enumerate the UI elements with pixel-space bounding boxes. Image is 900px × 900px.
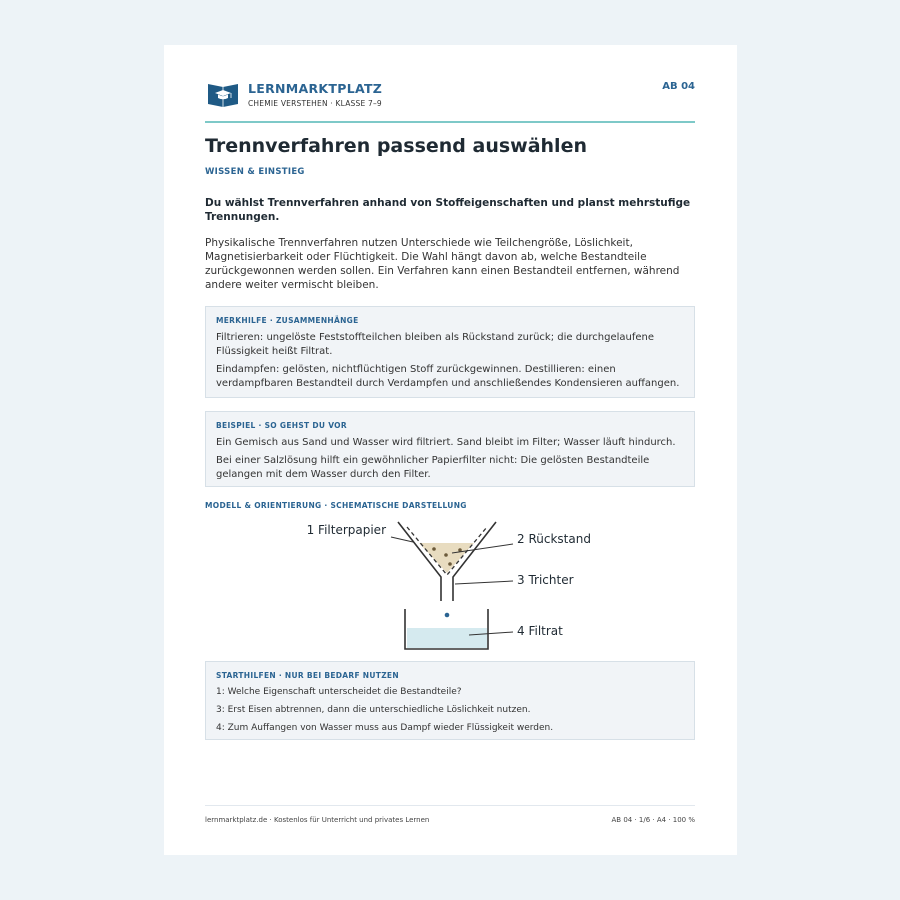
merkhilfe-title: MERKHILFE · ZUSAMMENHÄNGE (216, 316, 359, 325)
residue-particle (448, 562, 452, 566)
filtrate-drop (445, 613, 450, 618)
residue-particle (432, 547, 436, 551)
filtrate-liquid (407, 628, 487, 648)
beispiel-box (205, 411, 695, 487)
footer-site-info: lernmarktplatz.de · Kostenlos für Unterricht und privates Lernen (205, 816, 430, 824)
filtration-diagram (164, 515, 737, 655)
section-kicker: WISSEN & EINSTIEG (205, 167, 305, 177)
starthilfe-item: 1: Welche Eigenschaft unterscheidet die Bestandteile? (216, 687, 462, 697)
merkhilfe-paragraph: Eindampfen: gelösten, nichtflüchtigen Stoff zurückgewinnen. Destillieren: einen verdampfbaren Bestandteil durch Verdampfen und anschließendes Kondensieren auffangen. (216, 364, 680, 389)
brand-subtitle: CHEMIE VERSTEHEN · KLASSE 7–9 (248, 99, 382, 108)
footer-page-info: AB 04 · 1/6 · A4 · 100 % (611, 816, 695, 824)
page-title: Trennverfahren passend auswählen (205, 135, 587, 157)
lead-text: Du wählst Trennverfahren anhand von Stoffeigenschaften und planst mehrstufige Trennungen. (205, 197, 691, 223)
beispiel-paragraph: Bei einer Salzlösung hilft ein gewöhnlicher Papierfilter nicht: Die gelösten Bestandteile gelangen mit dem Wasser durch den Filter. (216, 455, 650, 480)
brand-name: LERNMARKTPLATZ (248, 81, 383, 96)
beispiel-paragraph: Ein Gemisch aus Sand und Wasser wird filtriert. Sand bleibt im Filter; Wasser läuft hindurch. (216, 437, 676, 448)
residue-area (419, 543, 474, 573)
leader-line (455, 581, 513, 584)
label-filterpapier: 1 Filterpapier (306, 523, 386, 537)
header-divider (205, 121, 695, 123)
starthilfen-box (205, 661, 695, 740)
residue-particle (444, 553, 448, 557)
starthilfe-item: 4: Zum Auffangen von Wasser muss aus Dampf wieder Flüssigkeit werden. (216, 723, 554, 733)
worksheet-page (164, 45, 737, 855)
merkhilfe-paragraph: Filtrieren: ungelöste Feststoffteilchen bleiben als Rückstand zurück; die durchgelaufene Flüssigkeit heißt Filtrat. (216, 332, 655, 357)
footer-divider (205, 805, 695, 806)
sheet-header (205, 81, 695, 123)
sheet-code: AB 04 (662, 81, 695, 92)
beispiel-title: BEISPIEL · SO GEHST DU VOR (216, 421, 347, 430)
starthilfen-title: STARTHILFEN · NUR BEI BEDARF NUTZEN (216, 671, 399, 680)
model-title: MODELL & ORIENTIERUNG · SCHEMATISCHE DARSTELLUNG (205, 501, 467, 510)
label-trichter: 3 Trichter (517, 573, 574, 587)
book-graduation-cap-icon (207, 81, 239, 107)
starthilfe-item: 3: Erst Eisen abtrennen, dann die unterschiedliche Löslichkeit nutzen. (216, 705, 531, 715)
label-rueckstand: 2 Rückstand (517, 532, 591, 546)
intro-text: Physikalische Trennverfahren nutzen Unterschiede wie Teilchengröße, Löslichkeit, Magnetisierbarkeit oder Flüchtigkeit. Die Wahl hängt davon ab, welche Bestandteile zurückgewonnen werden sollen. Ein Verfahren kann einen Bestandteil entfernen, während andere weiter vermischt bleiben. (205, 237, 680, 291)
label-filtrat: 4 Filtrat (517, 624, 563, 638)
merkhilfe-box (205, 306, 695, 398)
